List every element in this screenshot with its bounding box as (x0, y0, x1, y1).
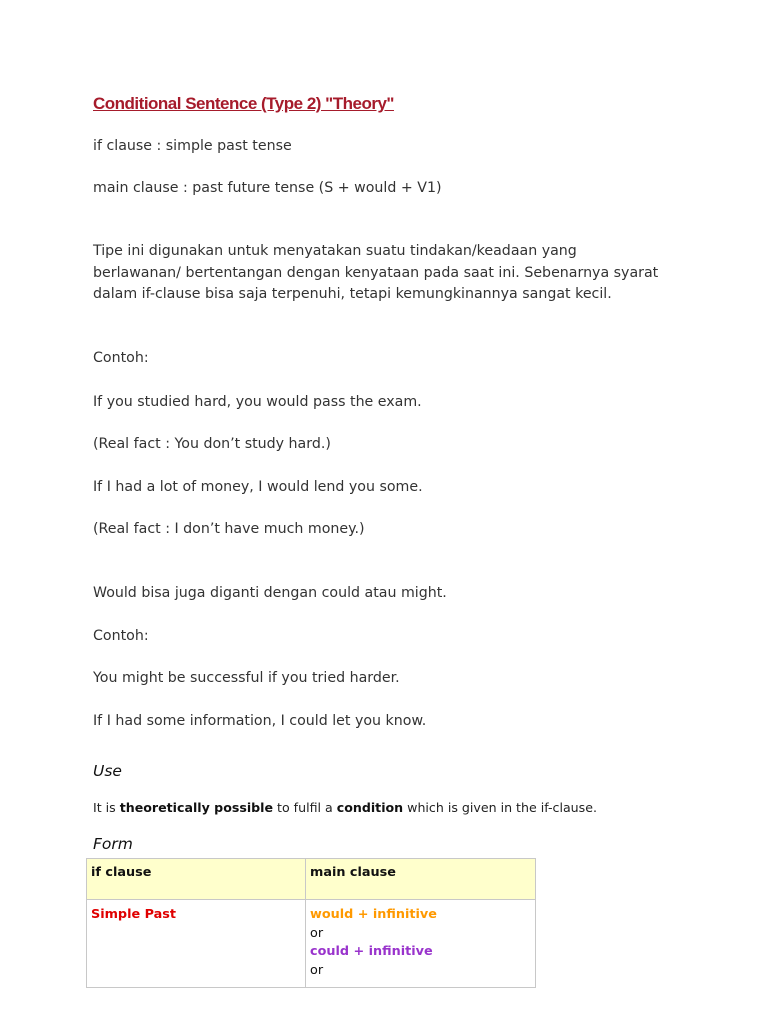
main-clause-cell (306, 900, 536, 988)
or-text-2: or (310, 962, 324, 978)
if-clause-line: if clause : simple past tense (93, 138, 292, 154)
simple-past-text: Simple Past (91, 907, 177, 922)
form-table (86, 858, 536, 988)
could-infinitive-text: could + infinitive (310, 944, 433, 959)
contoh-label-2: Contoh: (93, 628, 149, 644)
page-title: Conditional Sentence (Type 2) "Theory" (93, 94, 394, 113)
example-sentence-1: If you studied hard, you would pass the exam. (93, 394, 422, 410)
form-table-header-row (87, 859, 536, 900)
would-note: Would bisa juga diganti dengan could atau might. (93, 585, 447, 601)
main-clause-header: main clause (306, 859, 536, 900)
example-sentence-3: You might be successful if you tried harder. (93, 670, 400, 686)
or-text-1: or (310, 925, 324, 941)
form-table-row (87, 900, 536, 988)
if-clause-cell (87, 900, 306, 988)
form-heading: Form (93, 835, 133, 853)
contoh-label-1: Contoh: (93, 350, 149, 366)
use-bold-theoretically-possible: theoretically possible (119, 800, 274, 815)
main-clause-line: main clause : past future tense (S + would + V1) (93, 180, 442, 196)
use-heading: Use (93, 762, 122, 780)
real-fact-2: (Real fact : I don’t have much money.) (93, 521, 365, 537)
use-middle: to fulfil a (273, 800, 337, 815)
use-suffix: which is given in the if-clause. (403, 800, 597, 815)
description-paragraph: Tipe ini digunakan untuk menyatakan suatu tindakan/keadaan yang berlawanan/ bertentangan dengan kenyataan pada saat ini. Sebenarnya syarat dalam if-clause bisa saja terpenuhi, tetapi kemungkinannya sangat kecil. (93, 243, 659, 302)
example-sentence-2: If I had a lot of money, I would lend you some. (93, 479, 423, 495)
would-infinitive-text: would + infinitive (310, 907, 437, 922)
real-fact-1: (Real fact : You don’t study hard.) (93, 436, 331, 452)
if-clause-header: if clause (87, 859, 306, 900)
example-sentence-4: If I had some information, I could let you know. (93, 713, 427, 729)
use-prefix: It is (93, 800, 120, 815)
use-description (93, 800, 597, 815)
use-bold-condition: condition (336, 800, 404, 815)
